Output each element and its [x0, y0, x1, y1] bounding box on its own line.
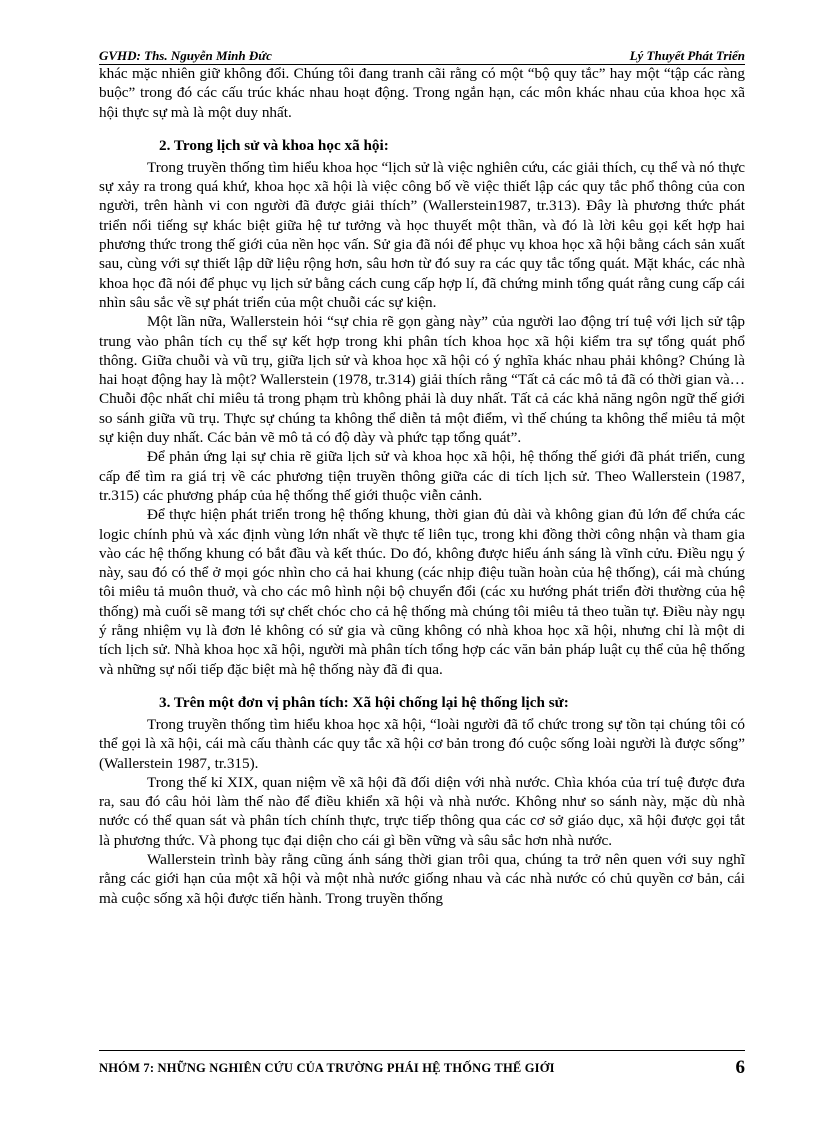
page-number: 6 — [735, 1057, 745, 1078]
paragraph: Wallerstein trình bày rằng cũng ánh sáng thời gian trôi qua, chúng ta trở nên quen với suy nghĩ rằng các giới hạn của một xã hội và một nhà nước giống nhau và các nhà nước có chủ quyền cơ bản, cái mà cuộc sống xã hội được tiến hành. Trong truyền thống — [99, 850, 745, 907]
page-header — [99, 48, 745, 65]
header-subject: Lý Thuyết Phát Triển — [629, 48, 745, 63]
section-heading-3: 3. Trên một đơn vị phân tích: Xã hội chống lại hệ thống lịch sử: — [159, 693, 569, 711]
paragraph: Một lần nữa, Wallerstein hỏi “sự chia rẽ gọn gàng này” của người lao động trí tuệ với lịch sử tập trung vào phân tích cụ thể sự kết hợp trong khi phân tích khoa học xã hội kiểm tra sự tổng quát phổ thông. Giữa chuỗi và vũ trụ, giữa lịch sử và khoa học xã hội có ý nghĩa khác nhau phải không? Chúng là hai hoạt động hay là một? Wallerstein (1978, tr.314) giải thích rằng “Tất cả các mô tả đã có thời gian và… Chuỗi độc nhất chỉ miêu tả trong phạm trù không phải là duy nhất. Tất cả các khả năng ngôn ngữ thế giới so sánh giữa vũ trụ. Thực sự chúng ta không thể diễn tả một điểm, vì thế chúng ta không thể miêu tả một sự kiện duy nhất. Các bản vẽ mô tả có độ dày và phức tạp tổng quát”. — [99, 313, 745, 447]
footer-group-title: NHÓM 7: NHỮNG NGHIÊN CỨU CỦA TRƯỜNG PHÁI HỆ THỐNG THẾ GIỚI — [99, 1061, 555, 1075]
paragraph: Để thực hiện phát triển trong hệ thống khung, thời gian đủ dài và không gian đủ lớn để chứa các logic chính phủ và xác định vùng lớn nhất về thực tế liên tục, trong khi đồng thời công nhận và tham gia vào các hệ thống khung có bắt đầu và kết thúc. Do đó, không được hiểu ánh sáng là vĩnh cửu. Điều ngụ ý này, sau đó có thể ở mọi góc nhìn cho cả hai khung (các nhịp điệu tuần hoàn của hệ thống), cái mà chúng tôi miêu tả muôn thuở, và cho các mô hình nội bộ chuyển đổi (các xu hướng phát triển đời thường của hệ thống) mà cuối sẽ mang tới sự chết chóc cho cả hệ thống mà chúng tôi miêu tả theo tuần tự. Điều này ngụ ý rằng nhiệm vụ là đơn lẻ không có sử gia và cũng không có nhà khoa học xã hội, nhưng chỉ là một di tích lịch sử. Nhà khoa học xã hội, người mà phân tích tổng hợp các văn bản pháp luật cụ thể của hệ thống và những sự nối tiếp đặc biệt mà hệ thống này đã đi qua. — [99, 506, 745, 678]
body-text — [99, 64, 745, 908]
section-heading-2: 2. Trong lịch sử và khoa học xã hội: — [159, 136, 389, 154]
paragraph: Trong truyền thống tìm hiểu khoa học xã hội, “loài người đã tổ chức trong sự tồn tại chúng tôi có thể gọi là xã hội, cái mà cấu thành các quy tắc xã hội cơ bản trong đó cuộc sống loài người là được sống” (Wallerstein 1987, tr.315). — [99, 715, 745, 772]
paragraph: Trong thế kỉ XIX, quan niệm về xã hội đã đối diện với nhà nước. Chìa khóa của trí tuệ được đưa ra, sau đó câu hỏi làm thế nào để điều khiển xã hội và nhà nước. Không như so sánh này, mặc dù nhà nước có thể quan sát và phân tích chính thực, trực tiếp thông qua các cơ sở giáo dục, xã hội được gọi tắt là phương thức. Và phong tục đại diện cho cái gì bền vững và sâu sắc hơn nhà nước. — [99, 773, 745, 849]
paragraph: Để phản ứng lại sự chia rẽ giữa lịch sử và khoa học xã hội, hệ thống thế giới đã phát triển, cung cấp để tìm ra giá trị về các phương tiện truyền thông giữa các di tích lịch sử. Theo Wallerstein (1987, tr.315) các phương pháp của hệ thống thế giới thuộc viễn cảnh. — [99, 448, 745, 504]
header-instructor: GVHD: Ths. Nguyễn Minh Đức — [99, 48, 272, 63]
paragraph: Trong truyền thống tìm hiểu khoa học “lịch sử là việc nghiên cứu, các giải thích, cụ thể và nó thực sự xảy ra trong quá khứ, khoa học xã hội là việc công bố về việc thiết lập các quy tắc phổ thông của con người, trên hành vi con người đã được giải thích” (Wallerstein1987, tr.313). Đây là phương thức phát triển nổi tiếng sự khác biệt giữa hệ tư tưởng và học thuyết một thần, và đó là lời kêu gọi kết hợp hai phương thức trong thế giới của nền học vấn. Sử gia đã nói để phục vụ khoa học xã hội bằng cách sản xuất sau, cùng với sự thiết lập dữ liệu rộng hơn, sâu hơn từ đó suy ra các quy tắc tổng quát. Mặt khác, các nhà khoa học đã nói để phục vụ lịch sử bằng cách cung cấp hợp lí, đã chứng minh tổng quát rằng cung cấp cái nhìn sâu sắc về sự phát triển của một chuỗi các sự kiện. — [99, 158, 745, 311]
page-footer — [99, 1050, 745, 1081]
paragraph-continued: khác mặc nhiên giữ không đổi. Chúng tôi đang tranh cãi rằng có một “bộ quy tắc” hay một “tập các ràng buộc” trong đó các cấu trúc khác nhau hoạt động. Trong ngắn hạn, các môn khác nhau của khoa học xã hội thực sự mà là một duy nhất. — [99, 65, 745, 121]
